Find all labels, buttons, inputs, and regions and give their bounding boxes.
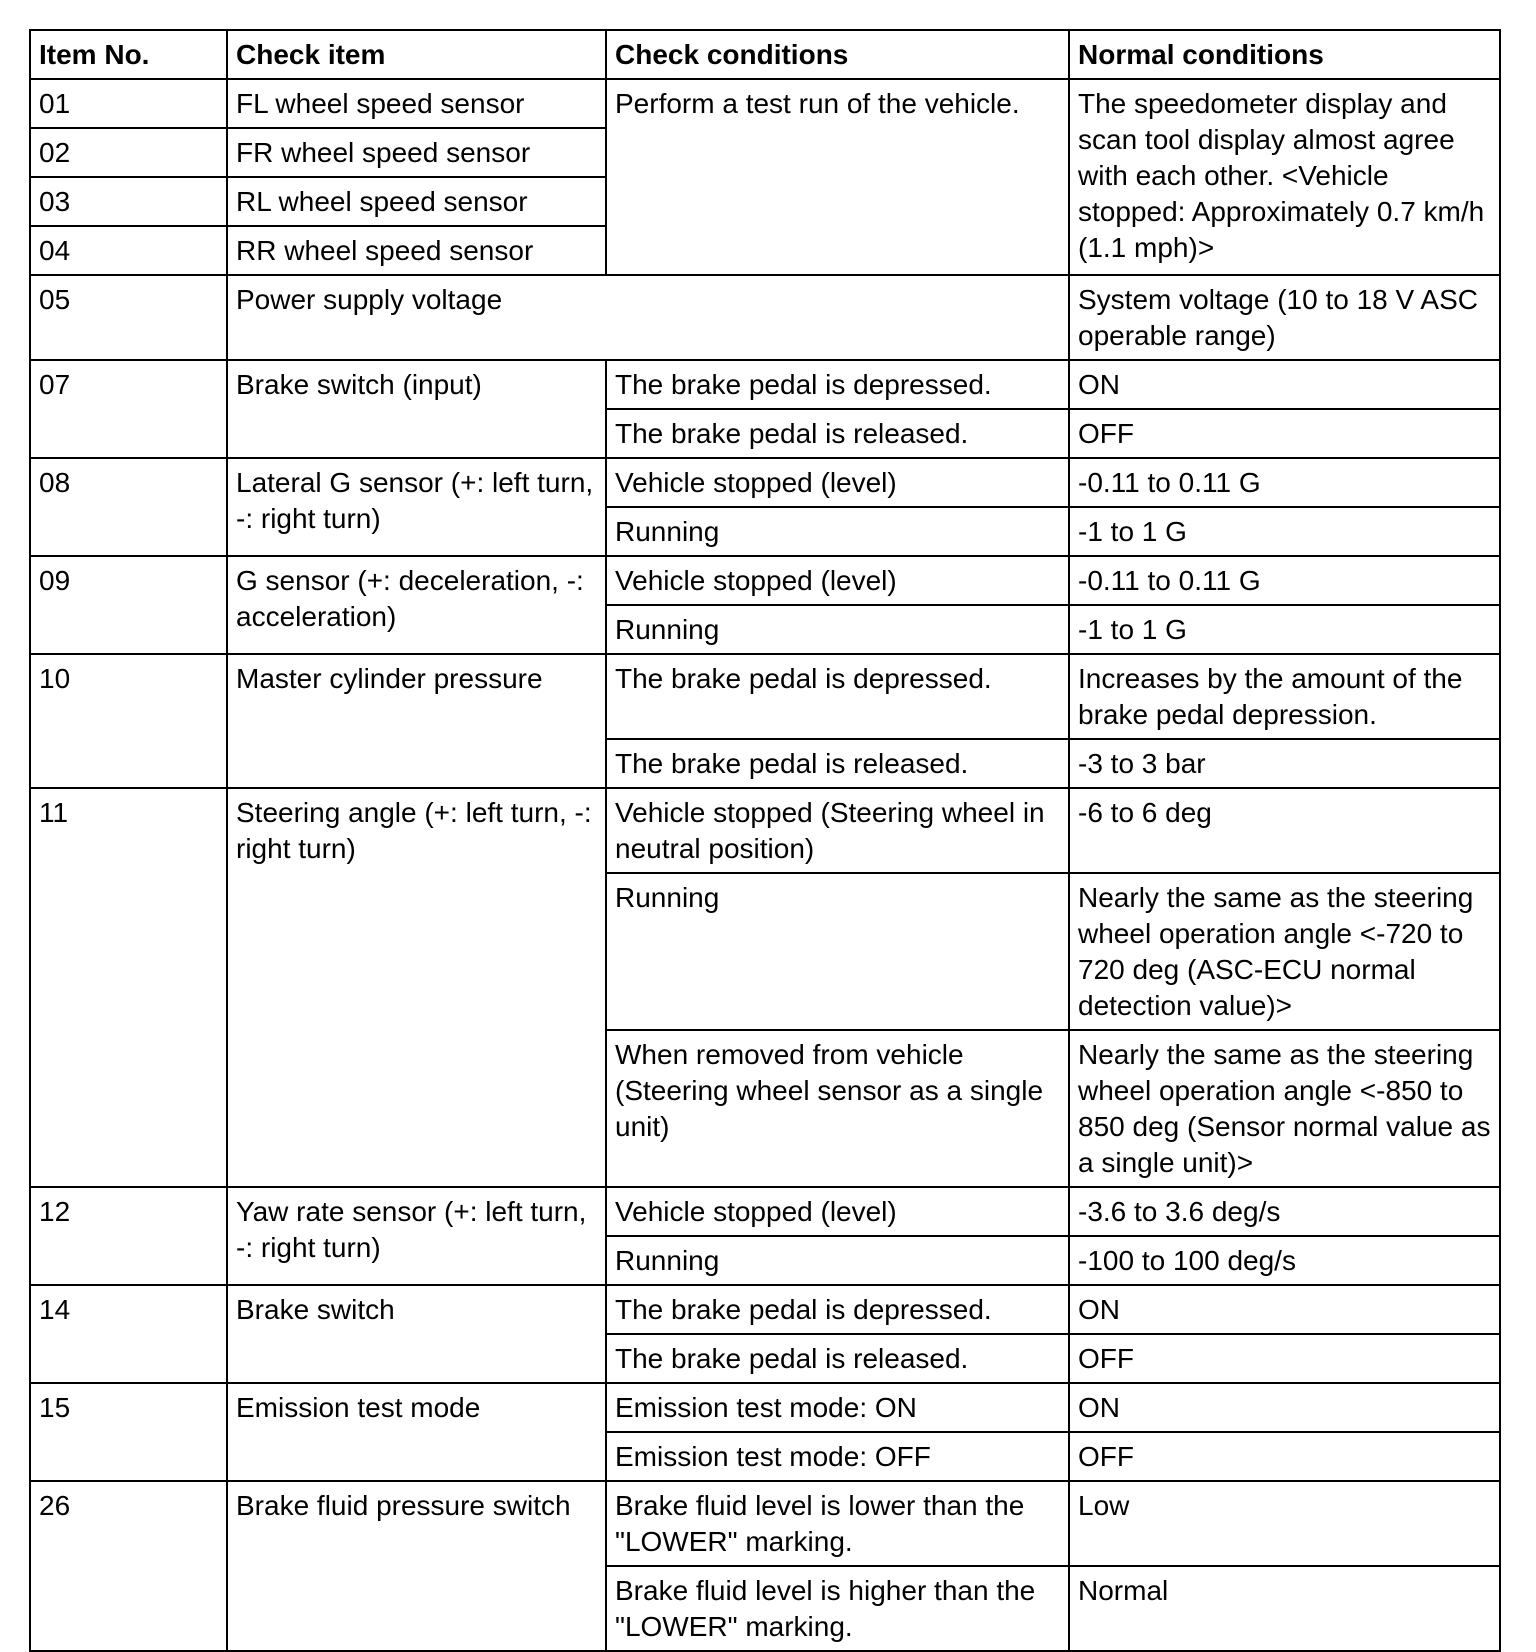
normal-condition-cell: -6 to 6 deg <box>1069 788 1500 873</box>
normal-condition-cell: -1 to 1 G <box>1069 605 1500 654</box>
check-condition-cell: Vehicle stopped (level) <box>606 1187 1069 1236</box>
normal-condition-cell: -0.11 to 0.11 G <box>1069 556 1500 605</box>
table-row <box>30 654 1500 739</box>
header-item-no: Item No. <box>30 30 227 79</box>
normal-condition-cell: Nearly the same as the steering wheel operation angle <-720 to 720 deg (ASC-ECU normal detection value)> <box>1069 873 1500 1030</box>
normal-condition-cell: OFF <box>1069 409 1500 458</box>
normal-condition-cell: -3.6 to 3.6 deg/s <box>1069 1187 1500 1236</box>
normal-condition-cell: Normal <box>1069 1566 1500 1651</box>
check-condition-cell: Running <box>606 507 1069 556</box>
item-no-cell: 15 <box>30 1383 227 1481</box>
check-item-cell: G sensor (+: deceleration, -: acceleration) <box>227 556 606 654</box>
check-condition-cell: Emission test mode: ON <box>606 1383 1069 1432</box>
normal-condition-cell: -0.11 to 0.11 G <box>1069 458 1500 507</box>
check-item-cell: Yaw rate sensor (+: left turn, -: right turn) <box>227 1187 606 1285</box>
item-no-cell: 07 <box>30 360 227 458</box>
item-no-cell: 26 <box>30 1481 227 1651</box>
table-row <box>30 788 1500 873</box>
normal-condition-cell: -3 to 3 bar <box>1069 739 1500 788</box>
table-row <box>30 1481 1500 1566</box>
normal-condition-cell: ON <box>1069 1383 1500 1432</box>
check-item-cell: FR wheel speed sensor <box>227 128 606 177</box>
header-normal-conditions: Normal conditions <box>1069 30 1500 79</box>
normal-condition-cell: System voltage (10 to 18 V ASC operable range) <box>1069 275 1500 360</box>
check-item-cell: Brake switch <box>227 1285 606 1383</box>
normal-condition-cell: OFF <box>1069 1334 1500 1383</box>
table-row <box>30 1383 1500 1432</box>
check-items-table <box>29 29 1501 1652</box>
item-no-cell: 10 <box>30 654 227 788</box>
item-no-cell: 01 <box>30 79 227 128</box>
check-condition-cell: Brake fluid level is lower than the "LOWER" marking. <box>606 1481 1069 1566</box>
check-item-cell: RR wheel speed sensor <box>227 226 606 275</box>
check-condition-cell: The brake pedal is depressed. <box>606 654 1069 739</box>
table-row <box>30 1285 1500 1334</box>
check-condition-cell: Vehicle stopped (level) <box>606 458 1069 507</box>
check-item-cell: FL wheel speed sensor <box>227 79 606 128</box>
check-item-cell: Brake switch (input) <box>227 360 606 458</box>
item-no-cell: 02 <box>30 128 227 177</box>
check-condition-cell: Vehicle stopped (level) <box>606 556 1069 605</box>
normal-condition-cell: Nearly the same as the steering wheel operation angle <-850 to 850 deg (Sensor normal value as a single unit)> <box>1069 1030 1500 1187</box>
check-condition-cell: Emission test mode: OFF <box>606 1432 1069 1481</box>
table-row <box>30 275 1500 360</box>
check-condition-cell: The brake pedal is released. <box>606 1334 1069 1383</box>
item-no-cell: 09 <box>30 556 227 654</box>
check-item-cell: Master cylinder pressure <box>227 654 606 788</box>
normal-condition-cell: Low <box>1069 1481 1500 1566</box>
check-condition-cell: The brake pedal is released. <box>606 739 1069 788</box>
check-condition-cell: The brake pedal is depressed. <box>606 1285 1069 1334</box>
check-item-cell: Lateral G sensor (+: left turn, -: right turn) <box>227 458 606 556</box>
normal-condition-cell: -100 to 100 deg/s <box>1069 1236 1500 1285</box>
normal-condition-cell: ON <box>1069 1285 1500 1334</box>
normal-condition-cell: OFF <box>1069 1432 1500 1481</box>
check-item-cell: Brake fluid pressure switch <box>227 1481 606 1651</box>
table-row <box>30 1187 1500 1236</box>
item-no-cell: 11 <box>30 788 227 1187</box>
header-check-conditions: Check conditions <box>606 30 1069 79</box>
item-no-cell: 14 <box>30 1285 227 1383</box>
check-item-cell: Power supply voltage <box>227 275 1069 360</box>
check-item-cell: Emission test mode <box>227 1383 606 1481</box>
check-condition-cell: The brake pedal is released. <box>606 409 1069 458</box>
table-row <box>30 79 1500 128</box>
check-item-cell: Steering angle (+: left turn, -: right turn) <box>227 788 606 1187</box>
table-row <box>30 458 1500 507</box>
table-row <box>30 360 1500 409</box>
normal-condition-cell: The speedometer display and scan tool display almost agree with each other. <Vehicle stopped: Approximately 0.7 km/h (1.1 mph)> <box>1069 79 1500 275</box>
item-no-cell: 03 <box>30 177 227 226</box>
item-no-cell: 05 <box>30 275 227 360</box>
check-condition-cell: Perform a test run of the vehicle. <box>606 79 1069 275</box>
table-row <box>30 556 1500 605</box>
check-condition-cell: When removed from vehicle (Steering wheel sensor as a single unit) <box>606 1030 1069 1187</box>
check-condition-cell: Brake fluid level is higher than the "LOWER" marking. <box>606 1566 1069 1651</box>
item-no-cell: 12 <box>30 1187 227 1285</box>
table-header-row <box>30 30 1500 79</box>
header-check-item: Check item <box>227 30 606 79</box>
check-condition-cell: Running <box>606 1236 1069 1285</box>
check-condition-cell: The brake pedal is depressed. <box>606 360 1069 409</box>
check-item-cell: RL wheel speed sensor <box>227 177 606 226</box>
check-condition-cell: Running <box>606 873 1069 1030</box>
normal-condition-cell: Increases by the amount of the brake pedal depression. <box>1069 654 1500 739</box>
check-condition-cell: Vehicle stopped (Steering wheel in neutral position) <box>606 788 1069 873</box>
item-no-cell: 04 <box>30 226 227 275</box>
item-no-cell: 08 <box>30 458 227 556</box>
check-condition-cell: Running <box>606 605 1069 654</box>
normal-condition-cell: -1 to 1 G <box>1069 507 1500 556</box>
normal-condition-cell: ON <box>1069 360 1500 409</box>
